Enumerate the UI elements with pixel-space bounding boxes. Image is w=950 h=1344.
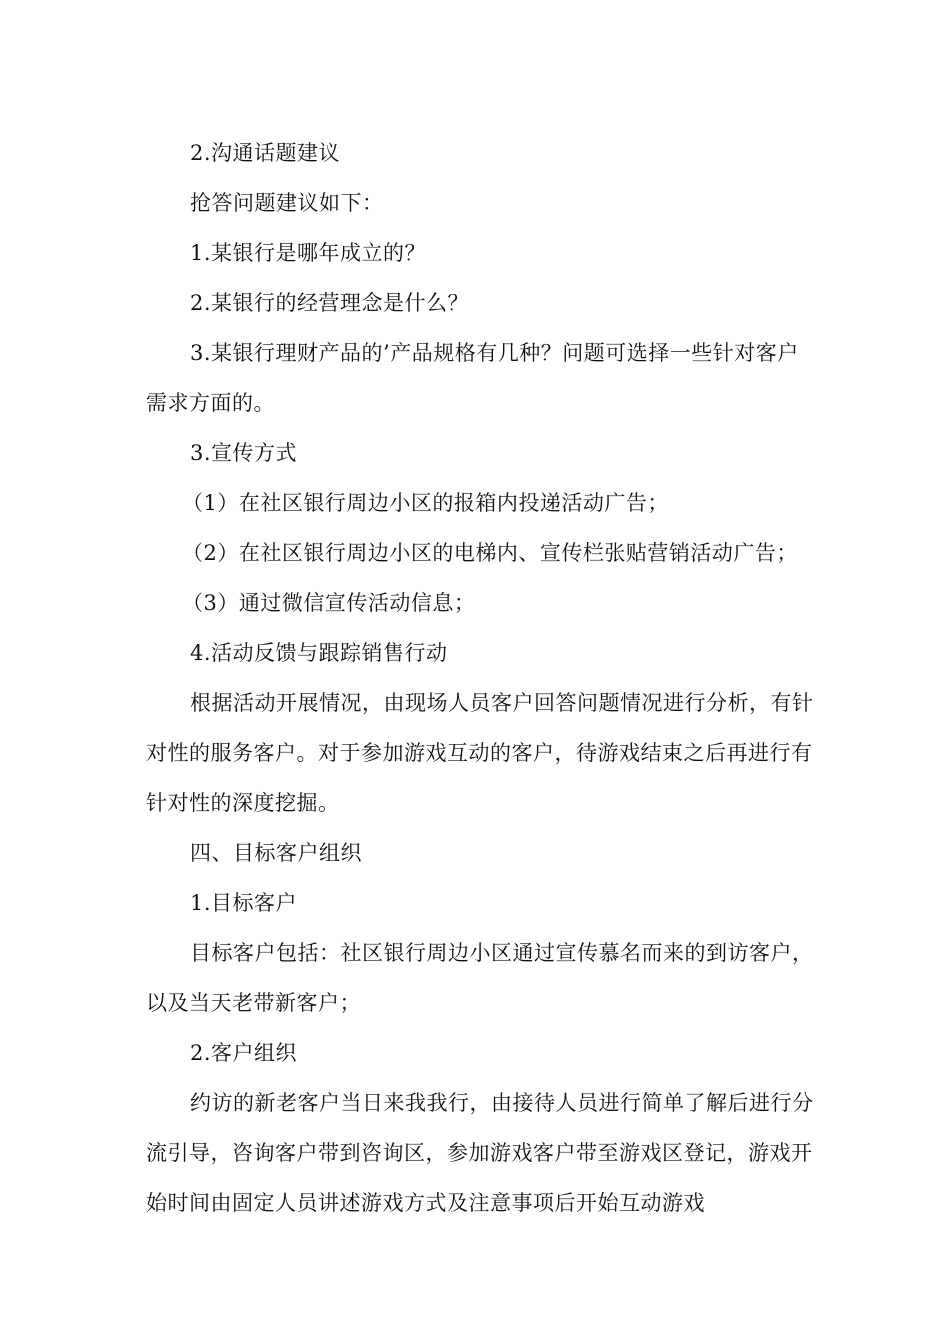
paragraph-customer-organization: 约访的新老客户当日来我我行，由接待人员进行简单了解后进行分流引导，咨询客户带到咨询区，参加游戏客户带至游戏区登记，游戏开始时间由固定人员讲述游戏方式及注意事项后开始互动游戏 [146, 1091, 814, 1215]
list-item-promotion-2: （2）在社区银行周边小区的电梯内、宣传栏张贴营销活动广告； [182, 541, 798, 565]
heading-feedback-tracking: 4.活动反馈与跟踪销售行动 [190, 641, 448, 665]
list-item-promotion-1: （1）在社区银行周边小区的报箱内投递活动广告； [182, 491, 669, 515]
heading-customer-organization: 2.客户组织 [190, 1041, 298, 1065]
heading-promotion-methods: 3.宣传方式 [190, 441, 298, 465]
paragraph-quiz-intro: 抢答问题建议如下： [190, 191, 384, 215]
paragraph-feedback-details: 根据活动开展情况，由现场人员客户回答问题情况进行分析，有针对性的服务客户。对于参加游戏互动的客户，待游戏结束之后再进行有针对性的深度挖掘。 [146, 691, 814, 815]
list-item-promotion-3: （3）通过微信宣传活动信息； [182, 591, 476, 615]
list-item-question-1: 1.某银行是哪年成立的？ [190, 241, 427, 265]
list-item-question-2: 2.某银行的经营理念是什么？ [190, 291, 470, 315]
paragraph-target-customers: 目标客户包括：社区银行周边小区通过宣传慕名而来的到访客户，以及当天老带新客户； [146, 941, 814, 1015]
list-item-question-3: 3.某银行理财产品的’产品规格有几种？问题可选择一些针对客户需求方面的。 [146, 341, 799, 415]
heading-target-customers: 1.目标客户 [190, 891, 298, 915]
heading-communication-topics: 2.沟通话题建议 [190, 141, 341, 165]
heading-target-customer-organization: 四、目标客户组织 [190, 841, 362, 865]
